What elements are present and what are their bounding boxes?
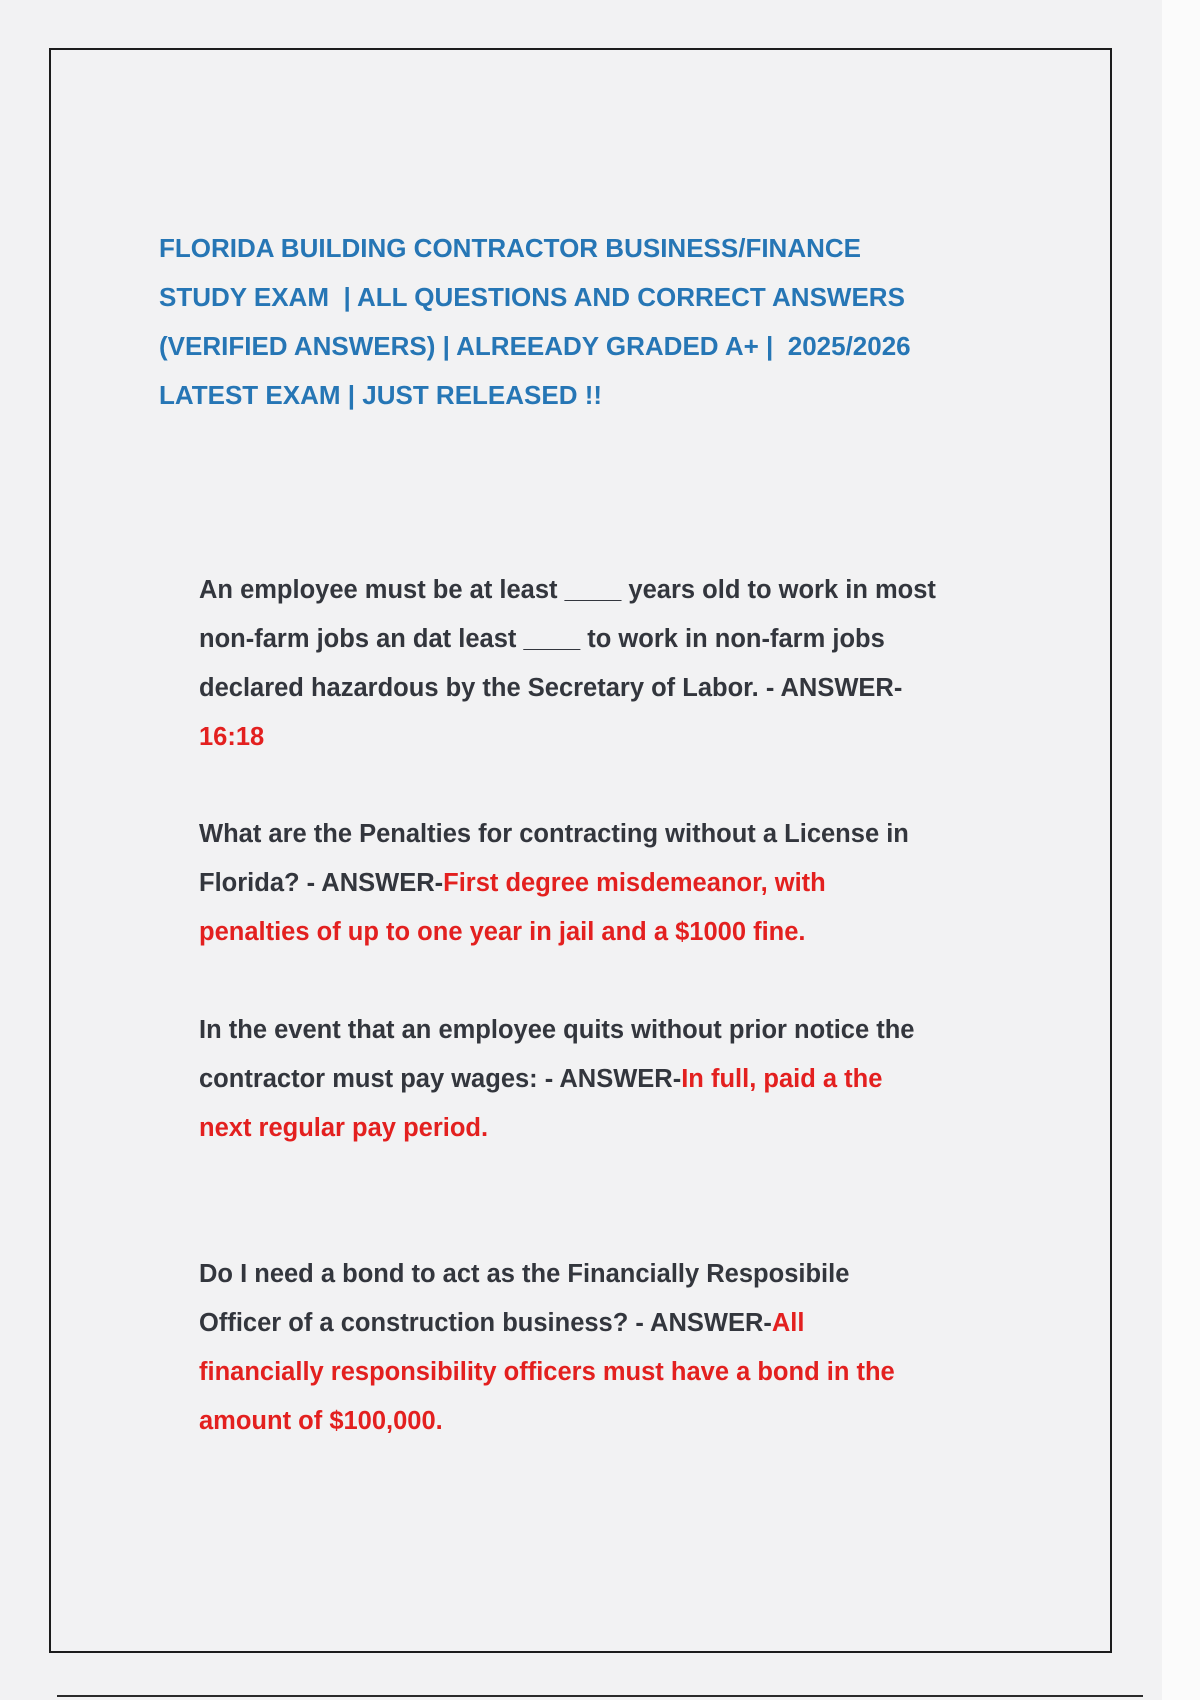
question-text: Florida? - ANSWER- [199,869,444,897]
question-text: Do I need a bond to act as the Financially Resposibile [199,1260,850,1288]
answer-text: 16:18 [199,723,265,751]
answer-text: First degree misdemeanor, with [443,869,826,897]
question-text: declared hazardous by the Secretary of Labor. - ANSWER- [199,674,903,702]
question-answer-4 [199,1250,1079,1446]
page-margin-strip [1162,0,1200,1700]
question-text: contractor must pay wages: - ANSWER- [199,1065,682,1093]
question-text: non-farm jobs an dat least ____ to work in non-farm jobs [199,625,885,653]
question-text: In the event that an employee quits without prior notice the [199,1016,915,1044]
answer-text: penalties of up to one year in jail and a $1000 fine. [199,918,806,946]
question-text: Officer of a construction business? - ANSWER- [199,1309,772,1337]
question-text: What are the Penalties for contracting without a License in [199,820,909,848]
question-answer-1 [199,566,1079,762]
answer-text: amount of $100,000. [199,1407,443,1435]
question-text: An employee must be at least ____ years old to work in most [199,576,936,604]
next-page-edge [57,1695,1143,1697]
answer-text: All [771,1309,805,1337]
title-line: LATEST EXAM | JUST RELEASED !! [159,380,603,410]
question-answer-3 [199,1006,1079,1153]
answer-text: In full, paid a the [681,1065,883,1093]
title-line: STUDY EXAM | ALL QUESTIONS AND CORRECT ANSWERS [159,282,905,312]
answer-text: financially responsibility officers must have a bond in the [199,1358,895,1386]
question-answer-2 [199,810,1079,957]
title-line: FLORIDA BUILDING CONTRACTOR BUSINESS/FINANCE [159,233,861,263]
title-line: (VERIFIED ANSWERS) | ALREEADY GRADED A+ | 2025/2026 [159,331,911,361]
document-title [159,224,1019,420]
answer-text: next regular pay period. [199,1114,489,1142]
